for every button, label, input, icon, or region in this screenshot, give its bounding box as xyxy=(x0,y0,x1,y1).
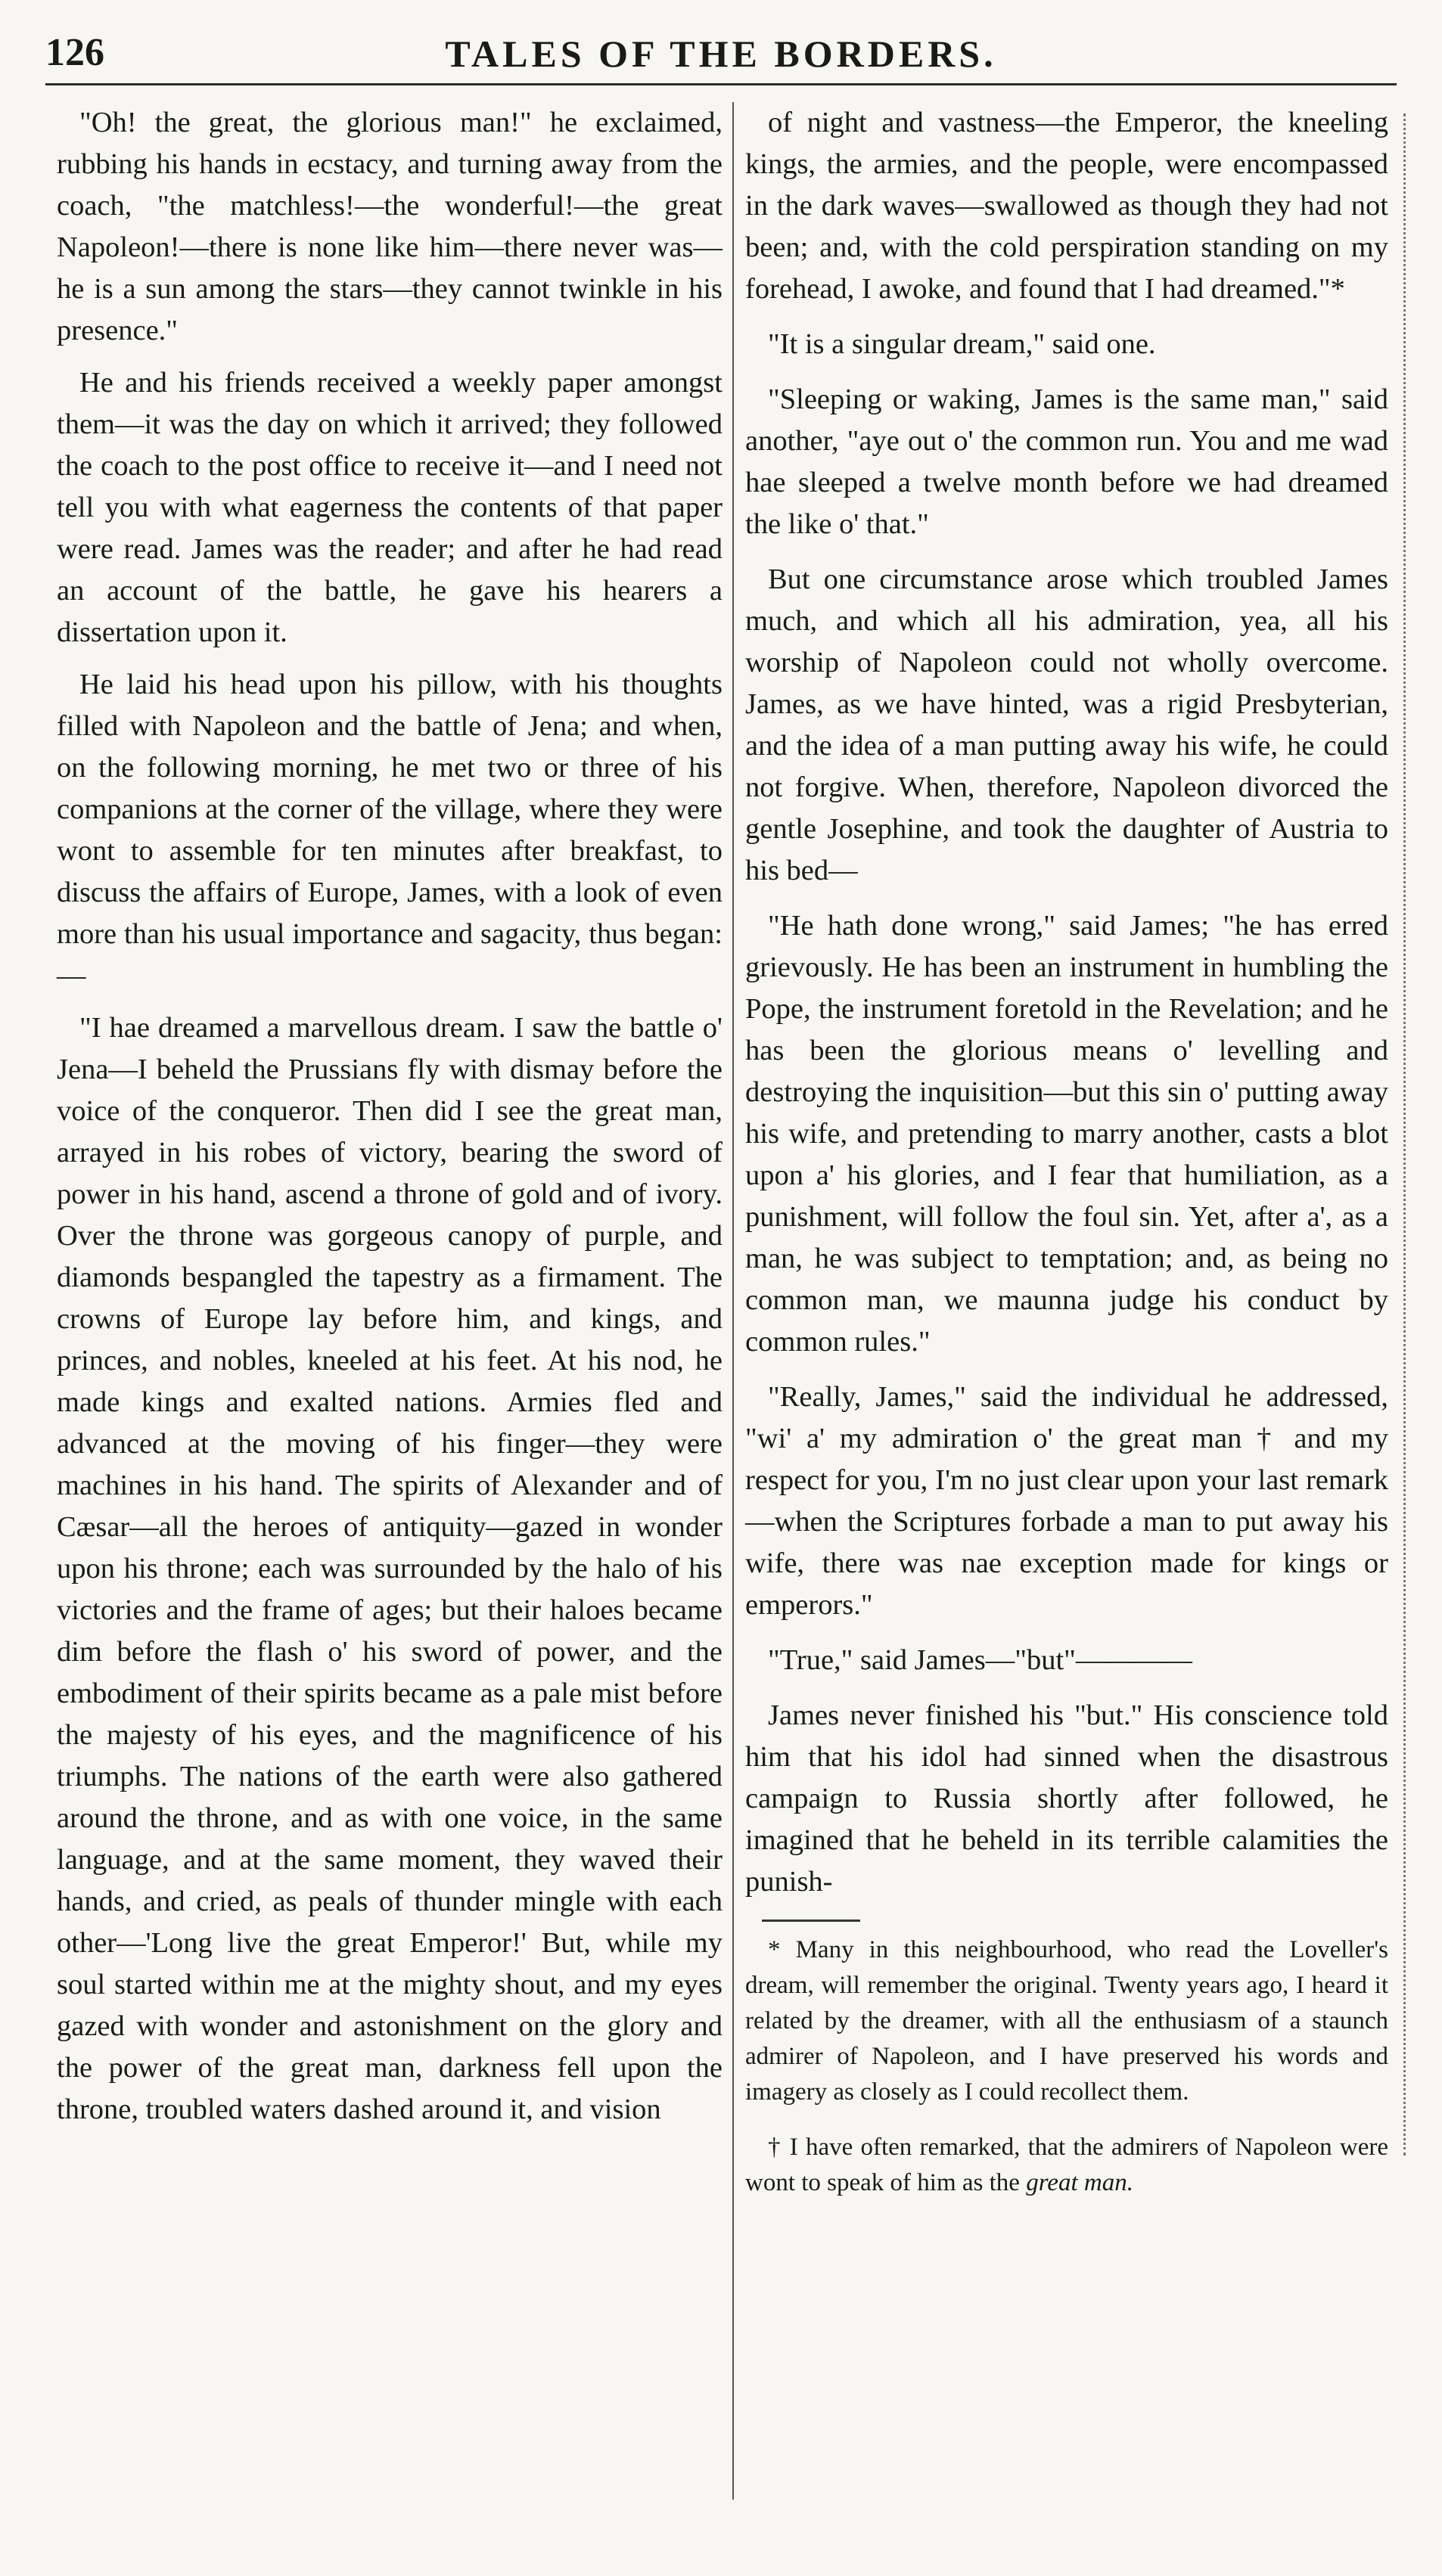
footnote-rule xyxy=(762,1920,860,1922)
paragraph: "True," said James—"but"———— xyxy=(768,1644,1192,1676)
page-edge xyxy=(1403,113,1408,2155)
footnote-text: † I have often remarked, that the admirers of Napoleon were wont to speak of him as the xyxy=(745,2134,1388,2196)
paragraph: "I hae dreamed a marvellous dream. I saw the battle o' Jena—I beheld the Prussians fly with dismay before the voice of the conqueror. Then did I see the great man, arrayed in his robes of victory, bearing the sword of power in his hand, ascend a throne of gold and of ivory. Over the throne was gorgeous canopy of purple, and diamonds bespangled the tapestry as a firmament. The crowns of Europe lay before him, and kings, and princes, and nobles, kneeled at his feet. At his nod, he made kings and exalted nations. Armies fled and advanced at the moving of his finger—they were machines in his hand. The spirits of Alexander and of Cæsar—all the heroes of antiquity—gazed in wonder upon his throne; each was surrounded by the halo of his victories and the frame of ages; but their haloes became dim before the flash o' his sword of power, and the embodiment of their spirits became as a pale mist before the majesty of his eyes, and the magnificence of his triumphs. The nations of the earth were also gathered around the throne, and as with one voice, in the same language, and at the same moment, they waved their hands, and cried, as peals of thunder mingle with each other—'Long live the great Emperor!' But, while my soul started within me at the mighty shout, and my eyes gazed with wonder and astonishment on the glory and the power of the great man, darkness fell upon the throne, troubled waters dashed around it, and vision xyxy=(57,1012,723,2125)
running-title: TALES OF THE BORDERS. xyxy=(445,33,997,75)
footnote: * Many in this neighbourhood, who read the Loveller's dream, will remember the original. Twenty years ago, I heard it related by the dreamer, with all the enthusiasm of a staunch admirer of Napoleon, and I have preserved his words and imagery as closely as I could recollect them. xyxy=(745,1936,1388,2106)
paragraph: "Oh! the great, the glorious man!" he exclaimed, rubbing his hands in ecstacy, and turning away from the coach, "the matchless!—the wonderful!—the great Napoleon!—there is none like him—there never was—he is a sun among the stars—they cannot twinkle in his presence." xyxy=(57,107,723,346)
footnote-emphasis: great man. xyxy=(1026,2169,1133,2196)
paragraph: He laid his head upon his pillow, with his thoughts filled with Napoleon and the battle of Jena; and when, on the following morning, he met two or three of his companions at the corner of the village, where they were wont to assemble for ten minutes after breakfast, to discuss the affairs of Europe, James, with a look of even more than his usual importance and sagacity, thus began:— xyxy=(57,669,723,992)
paragraph: of night and vastness—the Emperor, the kneeling kings, the armies, and the people, were encompassed in the dark waves—swallowed as though they had not been; and, with the cold perspiration standing on my forehead, I awoke, and found that I had dreamed."* xyxy=(745,107,1388,305)
paragraph: James never finished his "but." His conscience told him that his idol had sinned when the disastrous campaign to Russia shortly after followed, he imagined that he beheld in its terrible calamities the punish- xyxy=(745,1699,1388,1898)
footnotes xyxy=(745,1920,1388,2201)
paragraph: "He hath done wrong," said James; "he has erred grievously. He has been an instrument in humbling the Pope, the instrument foretold in the Revelation; and he has been the glorious means o' levelling and destroying the inquisition—but this sin o' putting away his wife, and pretending to marry another, casts a blot upon a' his glories, and I fear that humiliation, as a punishment, will follow the foul sin. Yet, after a', as a man, he was subject to temptation; and, as being no common man, we maunna judge his conduct by common rules." xyxy=(745,910,1388,1358)
paragraph: But one circumstance arose which troubled James much, and which all his admiration, yea, all his worship of Napoleon could not wholly overcome. James, as we have hinted, was a rigid Presbyterian, and the idea of a man putting away his wife, he could not forgive. When, therefore, Napoleon divorced the gentle Josephine, and took the daughter of Austria to his bed— xyxy=(745,563,1388,886)
paragraph: "Sleeping or waking, James is the same man," said another, "aye out o' the common run. You and me wad hae sleeped a twelve month before we had dreamed the like o' that." xyxy=(745,383,1388,540)
paragraph: He and his friends received a weekly paper amongst them—it was the day on which it arrived; they followed the coach to the post office to receive it—and I need not tell you with what eagerness the contents of that paper were read. James was the reader; and after he had read an account of the battle, he gave his hearers a dissertation upon it. xyxy=(57,367,723,648)
column-divider xyxy=(732,102,734,2500)
paragraph: "It is a singular dream," said one. xyxy=(768,328,1156,360)
page-header xyxy=(45,30,1397,85)
paragraph: "Really, James," said the individual he addressed, "wi' a' my admiration o' the great man † and my respect for you, I'm no just clear upon your last remark—when the Scriptures forbade a man to put away his wife, there was nae exception made for kings or emperors." xyxy=(745,1381,1388,1621)
left-column xyxy=(57,102,723,2141)
right-column xyxy=(745,102,1388,2221)
footnote xyxy=(745,2130,1388,2201)
page-number: 126 xyxy=(45,31,104,74)
